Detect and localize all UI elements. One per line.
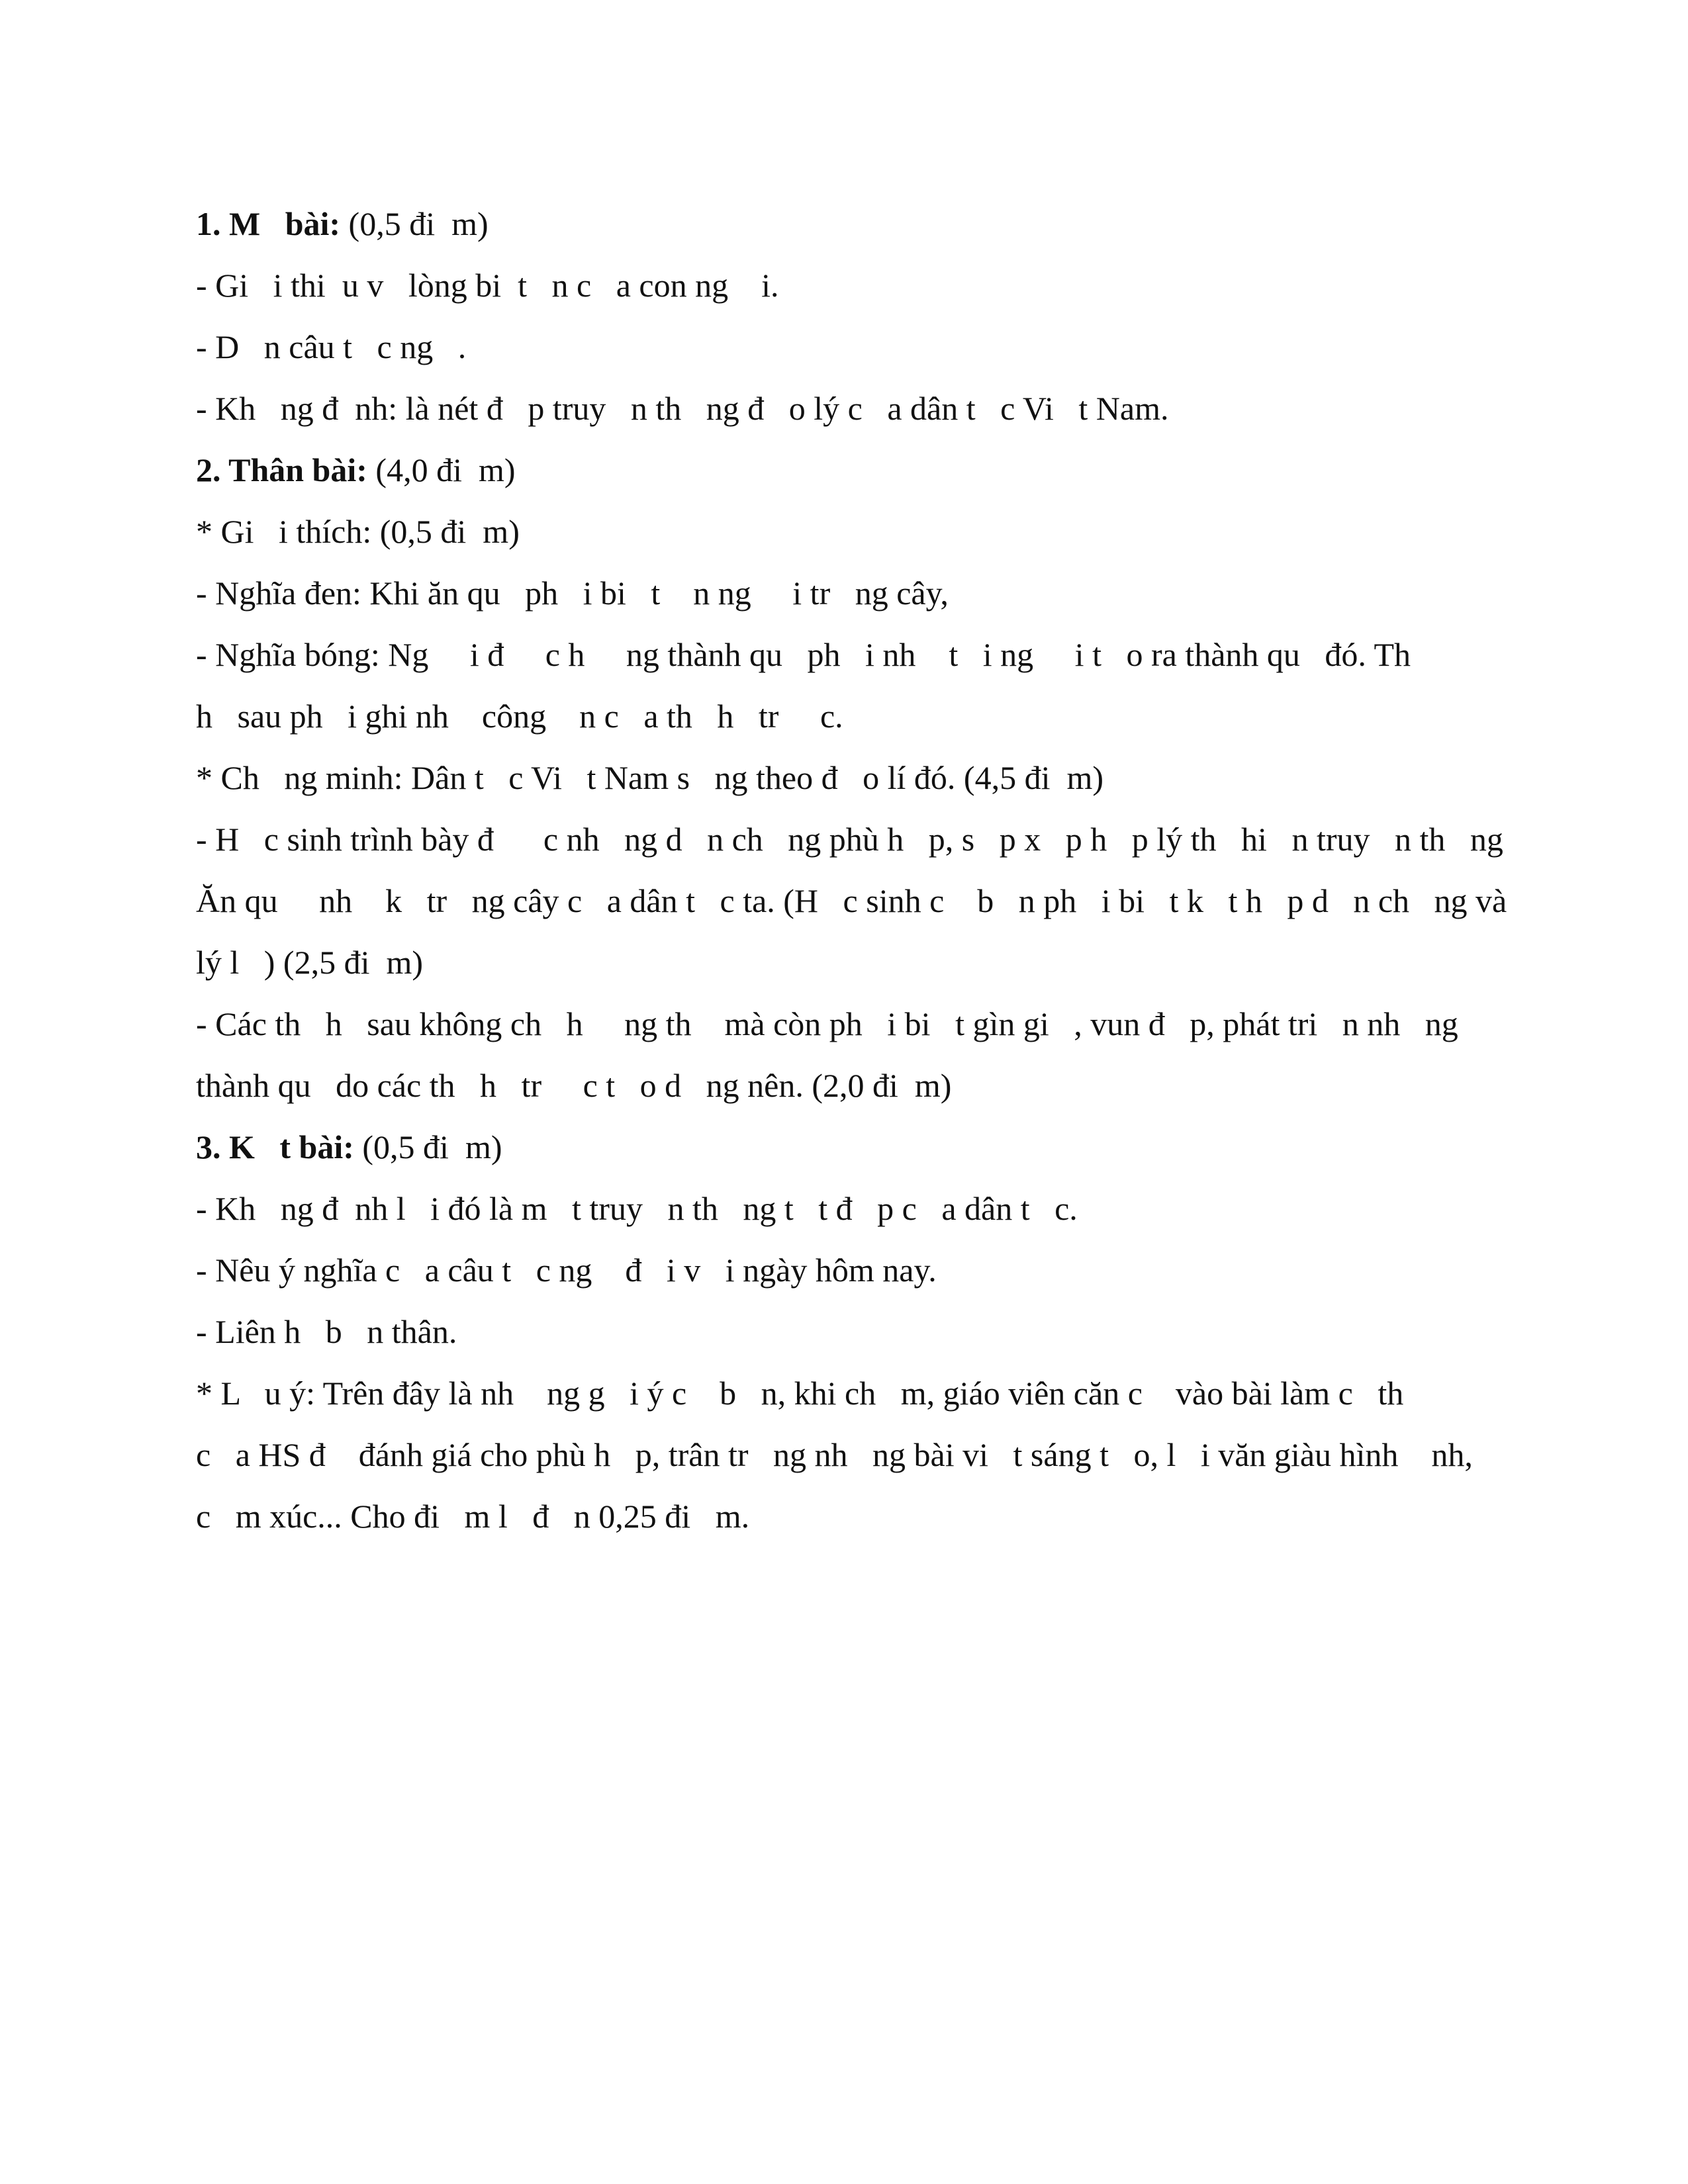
- text-line: - Nêu ý nghĩa c a câu t c ng đ i v i ngày hôm nay.: [196, 1251, 937, 1289]
- text-line: thành qu do các th h tr c t o d ng nên. (2,0 đi m): [196, 1067, 952, 1104]
- text-line: - Liên h b n thân.: [196, 1313, 457, 1350]
- text-line: - D n câu t c ng .: [196, 328, 467, 365]
- text-line: h sau ph i ghi nh công n c a th h tr c.: [196, 698, 843, 735]
- section-heading-body: 2. Thân bài: (4,0 đi m): [196, 451, 516, 488]
- text-line: * Gi i thích: (0,5 đi m): [196, 513, 520, 550]
- text-line: - Kh ng đ nh l i đó là m t truy n th ng t t đ p c a dân t c.: [196, 1190, 1078, 1227]
- section-heading-conclusion: 3. K t bài: (0,5 đi m): [196, 1128, 502, 1165]
- text-line: - H c sinh trình bày đ c nh ng d n ch ng phù h p, s p x p h p lý th hi n truy n th ng: [196, 821, 1503, 858]
- text-line: c m xúc... Cho đi m l đ n 0,25 đi m.: [196, 1498, 750, 1535]
- text-line: c a HS đ đánh giá cho phù h p, trân tr ng nh ng bài vi t sáng t o, l i văn giàu hình nh,: [196, 1436, 1473, 1473]
- text-line: - Nghĩa đen: Khi ăn qu ph i bi t n ng i tr ng cây,: [196, 574, 949, 612]
- text-line: lý l ) (2,5 đi m): [196, 944, 424, 981]
- text-line: - Gi i thi u v lòng bi t n c a con ng i.: [196, 267, 779, 304]
- text-line: - Các th h sau không ch h ng th mà còn ph i bi t gìn gi , vun đ p, phát tri n nh ng: [196, 1005, 1458, 1042]
- document-body: [196, 193, 1507, 1547]
- text-line: * Ch ng minh: Dân t c Vi t Nam s ng theo đ o lí đó. (4,5 đi m): [196, 759, 1103, 796]
- text-line: - Nghĩa bóng: Ng i đ c h ng thành qu ph i nh t i ng i t o ra thành qu đó. Th: [196, 636, 1411, 673]
- text-line: Ăn qu nh k tr ng cây c a dân t c ta. (H c sinh c b n ph i bi t k t h p d n ch ng và: [196, 882, 1507, 919]
- text-line: * L u ý: Trên đây là nh ng g i ý c b n, khi ch m, giáo viên căn c vào bài làm c th: [196, 1375, 1404, 1412]
- section-heading-intro: 1. M bài: (0,5 đi m): [196, 205, 489, 242]
- text-line: - Kh ng đ nh: là nét đ p truy n th ng đ o lý c a dân t c Vi t Nam.: [196, 390, 1169, 427]
